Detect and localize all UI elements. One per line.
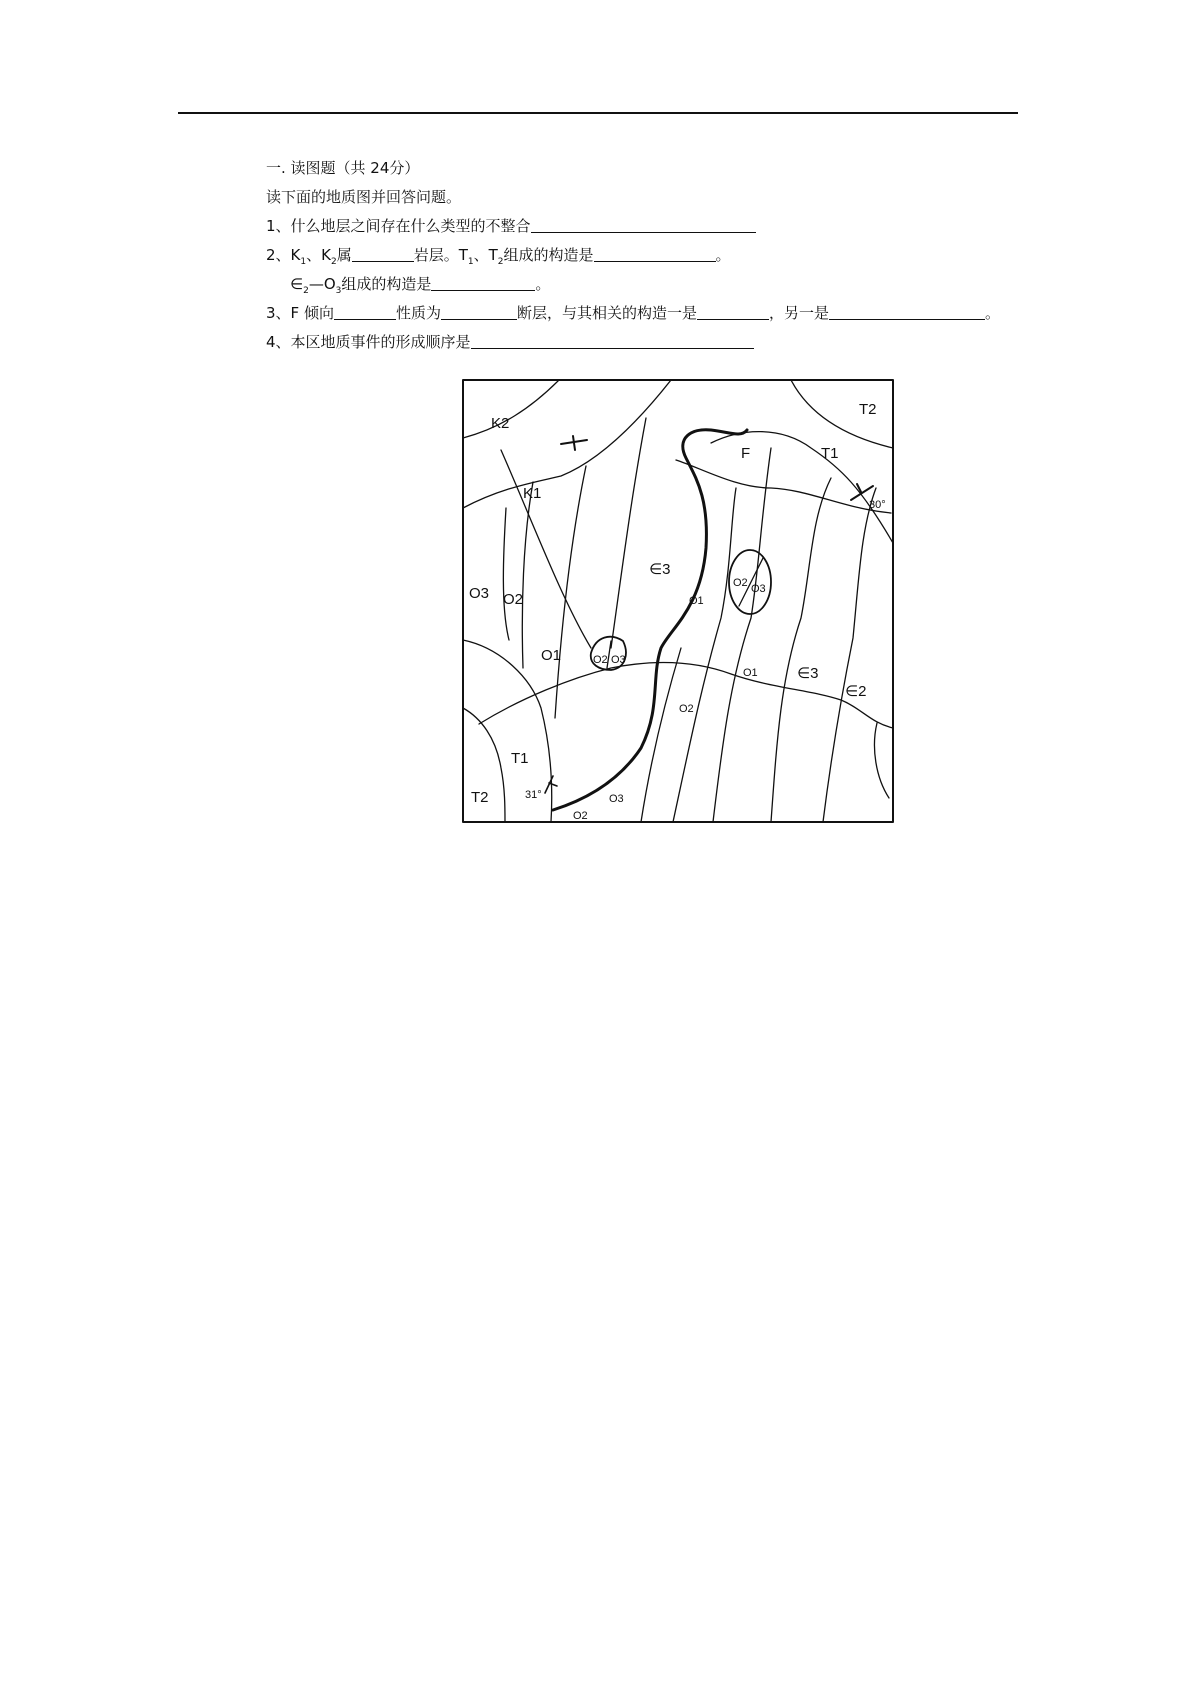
q2-text-f: 组成的构造是 [503, 246, 594, 264]
label-t2-top: T2 [859, 401, 877, 418]
label-dip-bottom: 31° [525, 789, 542, 801]
answer-blank-2c[interactable] [431, 272, 535, 291]
header-rule [178, 112, 1018, 114]
contact-e3-e2 [771, 478, 831, 822]
label-o1-center: O1 [689, 595, 704, 607]
answer-blank-3d[interactable] [829, 301, 985, 320]
q2-line2-a: ∈ [290, 275, 304, 293]
label-o3-inlier: O3 [751, 583, 766, 595]
label-e3-center: ∈3 [649, 561, 671, 578]
label-e2-right: ∈2 [845, 683, 867, 700]
q2-text-a: 2、K [266, 246, 301, 264]
geologic-map-svg [461, 378, 895, 824]
contact-o2-o1-mid [673, 488, 736, 822]
k2-boundary [463, 380, 559, 438]
q2-text-b: 、K [306, 246, 331, 264]
answer-blank-4[interactable] [471, 330, 754, 349]
intro-text: 读下面的地质图并回答问题。 [266, 188, 462, 206]
label-o2-bottom: O2 [573, 810, 588, 822]
q3-text-d: ，另一是 [768, 304, 829, 322]
answer-blank-3a[interactable] [334, 301, 396, 320]
q2-end: 。 [715, 246, 731, 264]
section-title: 一. 读图题（共 24分） [266, 159, 420, 177]
answer-blank-2b[interactable] [594, 243, 716, 262]
q2-sub-a: 1 [300, 257, 307, 267]
label-fault-f: F [741, 445, 751, 462]
label-o3-left: O3 [469, 585, 490, 602]
label-o1-right: O1 [743, 667, 758, 679]
contact-o1-e3-east [713, 448, 771, 822]
contact-o3-o2-left [503, 508, 509, 640]
question-3 [266, 299, 1026, 328]
answer-blank-2a[interactable] [352, 243, 414, 262]
q2-line2-end: 。 [535, 275, 551, 293]
label-e3-right: ∈3 [797, 665, 819, 682]
label-k2: K2 [491, 415, 510, 432]
anticline-symbol [561, 436, 587, 450]
question-4 [266, 328, 1026, 357]
q2-text-e: 、T [473, 246, 498, 264]
q2-text-c: 属 [336, 246, 352, 264]
q2-sub-b: 2 [330, 257, 337, 267]
contact-e2-east [823, 488, 876, 822]
geologic-map [461, 378, 895, 824]
contact-o2-o1-left [522, 482, 533, 668]
dip-symbol-bottom [545, 776, 557, 793]
label-t2-bottom: T2 [471, 789, 489, 806]
label-o3-bottom: O3 [609, 793, 624, 805]
question-4-text: 4、本区地质事件的形成顺序是 [266, 333, 471, 351]
label-o2-inlier: O2 [733, 577, 748, 589]
question-section [266, 154, 1026, 357]
river-line [479, 663, 893, 728]
answer-blank-1[interactable] [531, 214, 756, 233]
label-k1: K1 [523, 485, 542, 502]
q2-line2-sub2: 3 [335, 286, 342, 296]
question-1-text: 1、什么地层之间存在什么类型的不整合 [266, 217, 531, 235]
label-o2-mid: O2 [679, 703, 694, 715]
label-t1-top: T1 [821, 445, 839, 462]
label-t1-bottom: T1 [511, 750, 529, 767]
q3-text-c: 断层，与其相关的构造一是 [516, 304, 697, 322]
answer-blank-3c[interactable] [697, 301, 769, 320]
label-o2-small: O2 [593, 654, 608, 666]
q2-sub-d: 2 [497, 257, 504, 267]
t2-boundary-top [791, 380, 893, 448]
label-dip-top: 30° [869, 499, 886, 511]
question-2-line-2 [266, 270, 1026, 299]
q3-text-b: 性质为 [395, 304, 441, 322]
question-2 [266, 241, 1026, 270]
label-o3-small: O3 [611, 654, 626, 666]
q2-line2-c: 组成的构造是 [341, 275, 432, 293]
q3-text-a: 3、F 倾向 [266, 304, 334, 322]
question-1 [266, 212, 1026, 241]
q2-line2-sub1: 2 [303, 286, 309, 296]
q2-line2-b: —O [308, 275, 336, 293]
label-o2-left: O2 [503, 591, 524, 608]
q3-end: 。 [985, 304, 1001, 322]
contact-e3-west [611, 418, 646, 648]
answer-blank-3b[interactable] [441, 301, 517, 320]
label-o1-left: O1 [541, 647, 562, 664]
q2-sub-c: 1 [467, 257, 474, 267]
q2-text-d: 岩层。T [413, 246, 468, 264]
east-wedge [874, 723, 889, 798]
